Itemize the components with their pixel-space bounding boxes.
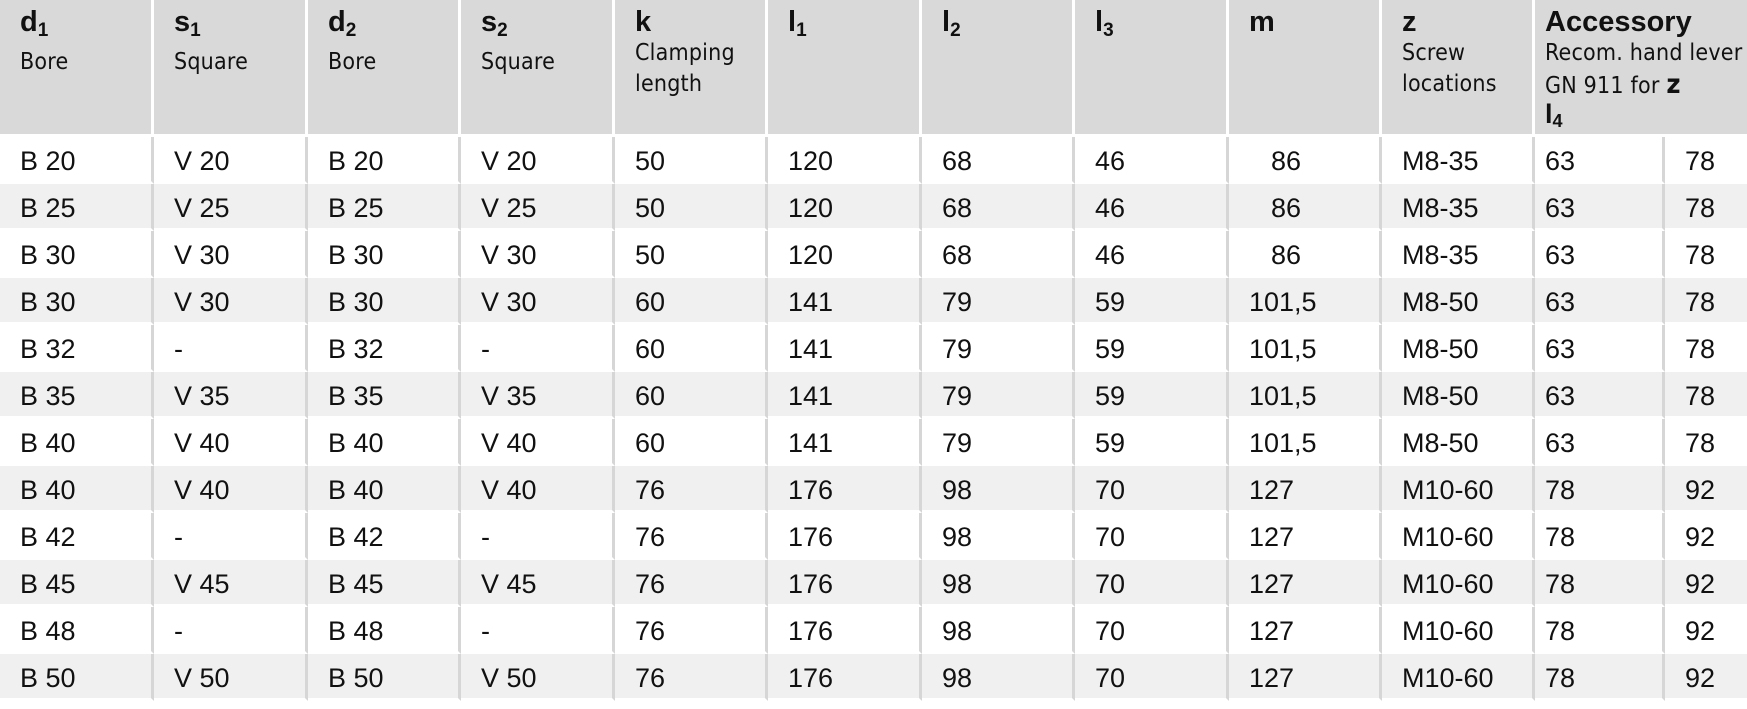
- table-cell: B 48: [308, 607, 461, 654]
- column-header-3: [461, 0, 615, 137]
- table-cell: 86: [1229, 231, 1382, 278]
- table-cell: 50: [615, 137, 768, 184]
- table-cell: 98: [922, 513, 1075, 560]
- table-cell: 70: [1075, 654, 1229, 701]
- column-header-9: [1382, 0, 1535, 137]
- table-cell: 78: [1665, 137, 1747, 184]
- table-cell: 92: [1665, 466, 1747, 513]
- table-cell: 60: [615, 372, 768, 419]
- table-cell: 59: [1075, 278, 1229, 325]
- column-description: Screw: [1402, 40, 1466, 66]
- table-cell: V 50: [154, 654, 308, 701]
- table-cell: B 42: [0, 513, 154, 560]
- accessory-line2: GN 911 for z: [1545, 69, 1681, 100]
- table-cell: 127: [1229, 513, 1382, 560]
- column-header-8: [1229, 0, 1382, 137]
- table-cell: M10-60: [1382, 466, 1535, 513]
- table-row: [0, 560, 1747, 607]
- table-cell: B 35: [308, 372, 461, 419]
- table-cell: 76: [615, 560, 768, 607]
- table-cell: V 30: [154, 231, 308, 278]
- table-cell: B 20: [308, 137, 461, 184]
- table-cell: 101,5: [1229, 325, 1382, 372]
- table-cell: -: [461, 607, 615, 654]
- table-cell: 79: [922, 372, 1075, 419]
- table-cell: 63: [1535, 184, 1665, 231]
- table-cell: V 35: [154, 372, 308, 419]
- column-symbol: $l_1$: [788, 6, 807, 41]
- table-cell: 98: [922, 560, 1075, 607]
- table-cell: M8-50: [1382, 325, 1535, 372]
- table-cell: V 35: [461, 372, 615, 419]
- table-cell: -: [154, 325, 308, 372]
- table-cell: -: [154, 607, 308, 654]
- accessory-l4: $l_4$: [1545, 99, 1563, 131]
- table-cell: 63: [1535, 231, 1665, 278]
- column-description: Bore: [20, 49, 69, 75]
- table-cell: 63: [1535, 278, 1665, 325]
- table-cell: 92: [1665, 560, 1747, 607]
- table-cell: 86: [1229, 184, 1382, 231]
- table-cell: 176: [768, 607, 922, 654]
- table-cell: 46: [1075, 231, 1229, 278]
- table-cell: 120: [768, 184, 922, 231]
- table-cell: 60: [615, 325, 768, 372]
- column-header-4: [615, 0, 768, 137]
- column-symbol: k: [635, 6, 652, 38]
- table-cell: B 20: [0, 137, 154, 184]
- table-cell: -: [154, 513, 308, 560]
- table-row: [0, 372, 1747, 419]
- table-cell: 127: [1229, 466, 1382, 513]
- table-cell: 78: [1665, 278, 1747, 325]
- table-body: [0, 137, 1747, 701]
- table-cell: V 40: [154, 466, 308, 513]
- column-header-2: [308, 0, 461, 137]
- table-cell: 60: [615, 419, 768, 466]
- table-cell: 176: [768, 654, 922, 701]
- table-cell: B 25: [308, 184, 461, 231]
- table-cell: 46: [1075, 184, 1229, 231]
- table-cell: B 50: [0, 654, 154, 701]
- column-symbol: $d_1$: [20, 6, 49, 41]
- table-cell: 68: [922, 231, 1075, 278]
- table-cell: 176: [768, 560, 922, 607]
- table-cell: M8-50: [1382, 419, 1535, 466]
- table-cell: 63: [1535, 419, 1665, 466]
- table-cell: 70: [1075, 607, 1229, 654]
- table-cell: 70: [1075, 466, 1229, 513]
- table-cell: V 20: [154, 137, 308, 184]
- table-cell: 63: [1535, 137, 1665, 184]
- table-row: [0, 419, 1747, 466]
- table-cell: 120: [768, 231, 922, 278]
- table-row: [0, 466, 1747, 513]
- table-row: [0, 607, 1747, 654]
- table-cell: 86: [1229, 137, 1382, 184]
- table-cell: 127: [1229, 654, 1382, 701]
- table-cell: V 45: [461, 560, 615, 607]
- table-cell: 76: [615, 466, 768, 513]
- table-cell: 101,5: [1229, 419, 1382, 466]
- table-cell: M10-60: [1382, 560, 1535, 607]
- table-cell: 79: [922, 325, 1075, 372]
- column-description: length: [635, 71, 703, 97]
- accessory-line1: Recom. hand lever: [1545, 40, 1743, 66]
- table-cell: V 45: [154, 560, 308, 607]
- column-header-1: [154, 0, 308, 137]
- table-cell: B 40: [0, 419, 154, 466]
- table-cell: B 30: [0, 278, 154, 325]
- table-cell: V 50: [461, 654, 615, 701]
- table-cell: 79: [922, 278, 1075, 325]
- table-cell: 78: [1665, 419, 1747, 466]
- table-cell: 141: [768, 372, 922, 419]
- table-cell: 92: [1665, 654, 1747, 701]
- table-cell: 59: [1075, 372, 1229, 419]
- table-cell: 78: [1665, 184, 1747, 231]
- table-cell: B 45: [0, 560, 154, 607]
- table-cell: 141: [768, 419, 922, 466]
- table-cell: M10-60: [1382, 654, 1535, 701]
- column-header-0: [0, 0, 154, 137]
- accessory-header: [1535, 0, 1747, 137]
- table-cell: 98: [922, 607, 1075, 654]
- table-cell: 78: [1665, 372, 1747, 419]
- table-cell: 78: [1535, 513, 1665, 560]
- table-cell: M8-50: [1382, 372, 1535, 419]
- table-cell: 98: [922, 654, 1075, 701]
- column-symbol: m: [1249, 6, 1275, 38]
- table-cell: 98: [922, 466, 1075, 513]
- column-description: Square: [481, 49, 556, 75]
- table-cell: 78: [1535, 560, 1665, 607]
- table-cell: 78: [1535, 654, 1665, 701]
- table-cell: 78: [1535, 466, 1665, 513]
- table-cell: 60: [615, 278, 768, 325]
- table-cell: 68: [922, 184, 1075, 231]
- accessory-title: Accessory: [1545, 6, 1692, 38]
- table-cell: V 30: [154, 278, 308, 325]
- table-cell: V 30: [461, 278, 615, 325]
- table-row: [0, 184, 1747, 231]
- table-cell: 50: [615, 231, 768, 278]
- table-cell: V 30: [461, 231, 615, 278]
- table-cell: B 25: [0, 184, 154, 231]
- table-cell: 68: [922, 137, 1075, 184]
- table-cell: 70: [1075, 560, 1229, 607]
- table-cell: M8-35: [1382, 137, 1535, 184]
- table-cell: V 40: [461, 419, 615, 466]
- table-cell: B 40: [308, 419, 461, 466]
- table-cell: 176: [768, 466, 922, 513]
- table-cell: 76: [615, 513, 768, 560]
- column-symbol: $s_2$: [481, 6, 508, 41]
- column-description: locations: [1402, 71, 1497, 97]
- table-cell: B 30: [308, 231, 461, 278]
- column-header-7: [1075, 0, 1229, 137]
- table-cell: V 40: [461, 466, 615, 513]
- table-cell: B 32: [308, 325, 461, 372]
- column-description: Square: [174, 49, 249, 75]
- table-cell: M10-60: [1382, 513, 1535, 560]
- table-cell: 78: [1665, 325, 1747, 372]
- table-row: [0, 231, 1747, 278]
- table-cell: B 30: [308, 278, 461, 325]
- table-cell: B 50: [308, 654, 461, 701]
- table-cell: 63: [1535, 372, 1665, 419]
- table-cell: 120: [768, 137, 922, 184]
- table-cell: 176: [768, 513, 922, 560]
- column-symbol: z: [1402, 6, 1417, 38]
- table-row: [0, 513, 1747, 560]
- table-cell: 101,5: [1229, 372, 1382, 419]
- table-cell: 59: [1075, 325, 1229, 372]
- column-symbol: $l_3$: [1095, 6, 1114, 41]
- table-cell: M8-35: [1382, 184, 1535, 231]
- table-cell: V 40: [154, 419, 308, 466]
- table-cell: V 25: [154, 184, 308, 231]
- table-cell: 76: [615, 607, 768, 654]
- table-cell: 101,5: [1229, 278, 1382, 325]
- table-cell: 46: [1075, 137, 1229, 184]
- table-row: [0, 278, 1747, 325]
- table-cell: 63: [1535, 325, 1665, 372]
- table-cell: 79: [922, 419, 1075, 466]
- table-cell: 127: [1229, 560, 1382, 607]
- column-symbol: $d_2$: [328, 6, 357, 41]
- table-cell: 70: [1075, 513, 1229, 560]
- table-cell: M10-60: [1382, 607, 1535, 654]
- table-row: [0, 137, 1747, 184]
- table-row: [0, 325, 1747, 372]
- column-description: Clamping: [635, 40, 735, 66]
- table-cell: 127: [1229, 607, 1382, 654]
- table-cell: B 32: [0, 325, 154, 372]
- table-cell: -: [461, 513, 615, 560]
- column-description: Bore: [328, 49, 377, 75]
- table-cell: B 45: [308, 560, 461, 607]
- table-cell: 141: [768, 325, 922, 372]
- table-cell: 50: [615, 184, 768, 231]
- table-cell: 76: [615, 654, 768, 701]
- column-symbol: $l_2$: [942, 6, 961, 41]
- table-cell: B 40: [0, 466, 154, 513]
- table-cell: V 25: [461, 184, 615, 231]
- column-header-6: [922, 0, 1075, 137]
- column-symbol: $s_1$: [174, 6, 201, 41]
- table-cell: 141: [768, 278, 922, 325]
- table-cell: M8-50: [1382, 278, 1535, 325]
- table-cell: -: [461, 325, 615, 372]
- table-row: [0, 654, 1747, 701]
- table-cell: B 42: [308, 513, 461, 560]
- table-cell: V 20: [461, 137, 615, 184]
- table-cell: B 35: [0, 372, 154, 419]
- table-cell: 92: [1665, 513, 1747, 560]
- table-cell: 59: [1075, 419, 1229, 466]
- table-cell: B 48: [0, 607, 154, 654]
- column-header-5: [768, 0, 922, 137]
- header-row: [0, 0, 1747, 137]
- table-cell: M8-35: [1382, 231, 1535, 278]
- table-cell: 78: [1665, 231, 1747, 278]
- table-cell: 92: [1665, 607, 1747, 654]
- table-cell: 78: [1535, 607, 1665, 654]
- table-cell: B 30: [0, 231, 154, 278]
- table-cell: B 40: [308, 466, 461, 513]
